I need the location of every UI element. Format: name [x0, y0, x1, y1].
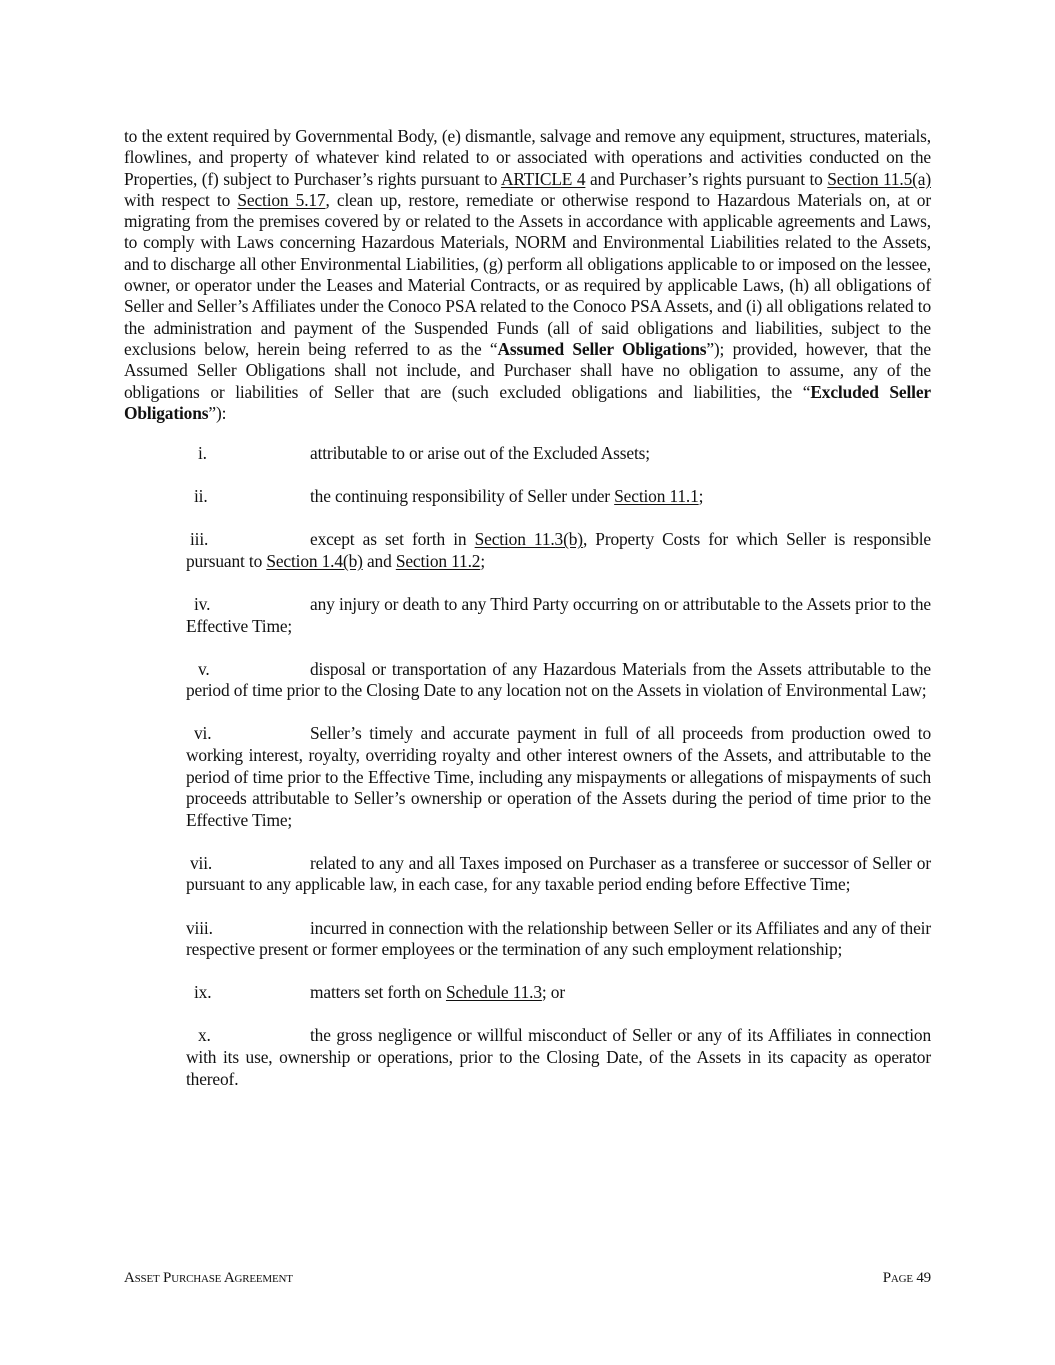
- list-item-number: viii.: [186, 917, 213, 938]
- text-run: any injury or death to any Third Party occurring on or attributable to the Assets prior to the Effective Time;: [186, 594, 931, 636]
- list-item-number: i.: [198, 443, 207, 464]
- list-item: [186, 659, 931, 702]
- list-item-number: iii.: [190, 529, 209, 550]
- list-item-number: vii.: [190, 852, 213, 873]
- text-run: disposal or transportation of any Hazardous Materials from the Assets attributable to the period of time prior to the Closing Date to any location not on the Assets in violation of Environmental Law;: [186, 658, 931, 701]
- list-item-number: ii.: [194, 486, 208, 507]
- list-item-number: x.: [198, 1025, 211, 1046]
- text-run: matters set forth on: [310, 982, 446, 1003]
- list-item: [186, 486, 931, 508]
- document-page: [124, 126, 931, 1112]
- text-run: related to any and all Taxes imposed on Purchaser as a transferee or successor of Seller or pursuant to any applicable law, in each case, for any taxable period ending before Effective Time;: [186, 852, 931, 895]
- list-item: [186, 982, 931, 1004]
- list-item: [186, 1025, 931, 1090]
- list-item-number: iv.: [194, 594, 211, 615]
- cross-reference-link[interactable]: Schedule 11.3: [445, 982, 542, 1003]
- cross-reference-link[interactable]: Section 1.4(b): [266, 550, 363, 571]
- text-run: ;: [698, 486, 704, 507]
- list-item: [186, 529, 931, 572]
- text-run: the gross negligence or willful misconduct of Seller or any of its Affiliates in connection with its use, ownership or operations, prior to the Closing Date, of the Assets in its capacity as operator thereof.: [186, 1025, 931, 1089]
- defined-term: Excluded Seller Obligations: [124, 381, 932, 423]
- body-paragraph: [124, 126, 931, 424]
- cross-reference-link[interactable]: Section 11.1: [614, 486, 699, 507]
- cross-reference-link[interactable]: Section 11.3(b): [474, 529, 583, 550]
- cross-reference-link[interactable]: Section 11.2: [395, 550, 481, 571]
- text-run: , Property Costs for which Seller is responsible pursuant to: [186, 529, 931, 571]
- text-run: with respect to: [124, 189, 238, 210]
- text-run: Seller’s timely and accurate payment in full of all proceeds from production owed to working interest, royalty, overriding royalty and other interest owners of the Assets, and attributable to the period of time prior to the Effective Time, including any mispayments or allegations of mispayments of such proceeds attributable to Seller’s ownership or operation of the Assets during the period of time prior to the Effective Time;: [186, 723, 931, 830]
- list-item-number: v.: [198, 658, 210, 679]
- text-run: incurred in connection with the relationship between Seller or its Affiliates and any of their respective present or former employees or the termination of any such employment relationship;: [186, 917, 931, 960]
- page-footer: [124, 1270, 931, 1287]
- text-run: and Purchaser’s rights pursuant to: [585, 168, 828, 189]
- list-item-number: ix.: [194, 982, 212, 1003]
- text-run: ; or: [541, 982, 565, 1003]
- footer-page-number: Page 49: [882, 1270, 931, 1286]
- excluded-obligations-list: [124, 443, 931, 1090]
- text-run: the continuing responsibility of Seller under: [310, 486, 615, 507]
- cross-reference-link[interactable]: Section 5.17: [237, 189, 326, 210]
- text-run: , clean up, restore, remediate or otherwise respond to Hazardous Materials on, at or migrating from the premises covered by or related to the Assets in accordance with applicable agreements and Laws, to comply with Laws concerning Hazardous Materials, NORM and Environmental Liabilities related to the Assets, and to discharge all other Environmental Liabilities, (g) perform all obligations applicable to or imposed on the lessee, owner, or operator under the Leases and Material Contracts, or as required by applicable Laws, (h) all obligations of Seller and Seller’s Affiliates under the Conoco PSA related to the Conoco PSA Assets, and (i) all obligations related to the administration and payment of the Suspended Funds (all of said obligations and liabilities, subject to the exclusions below, herein being referred to as the “: [124, 189, 931, 359]
- list-item: [186, 594, 931, 637]
- cross-reference-link[interactable]: ARTICLE 4: [500, 168, 586, 189]
- defined-term: Assumed Seller Obligations: [497, 338, 707, 359]
- text-run: ”); provided, however, that the Assumed Seller Obligations shall not include, and Purchaser shall have no obligation to assume, any of the obligations or liabilities of Seller that are (such excluded obligations and liabilities, the “: [124, 338, 931, 402]
- footer-document-title: Asset Purchase Agreement: [124, 1270, 293, 1286]
- list-item-number: vi.: [194, 723, 212, 744]
- list-item: [186, 853, 931, 896]
- text-run: attributable to or arise out of the Excluded Assets;: [310, 443, 650, 464]
- text-run: except as set forth in: [310, 529, 475, 550]
- text-run: to the extent required by Governmental Body, (e) dismantle, salvage and remove any equipment, structures, materials, flowlines, and property of whatever kind related to or associated with operations and activities conducted on the Properties, (f) subject to Purchaser’s rights pursuant to: [124, 126, 931, 189]
- list-item: [186, 918, 931, 961]
- text-run: and: [362, 550, 396, 571]
- cross-reference-link[interactable]: Section 11.5(a): [827, 168, 931, 189]
- list-item: [186, 723, 931, 831]
- text-run: ”):: [208, 402, 227, 423]
- list-item: [186, 443, 931, 465]
- text-run: ;: [480, 550, 486, 571]
